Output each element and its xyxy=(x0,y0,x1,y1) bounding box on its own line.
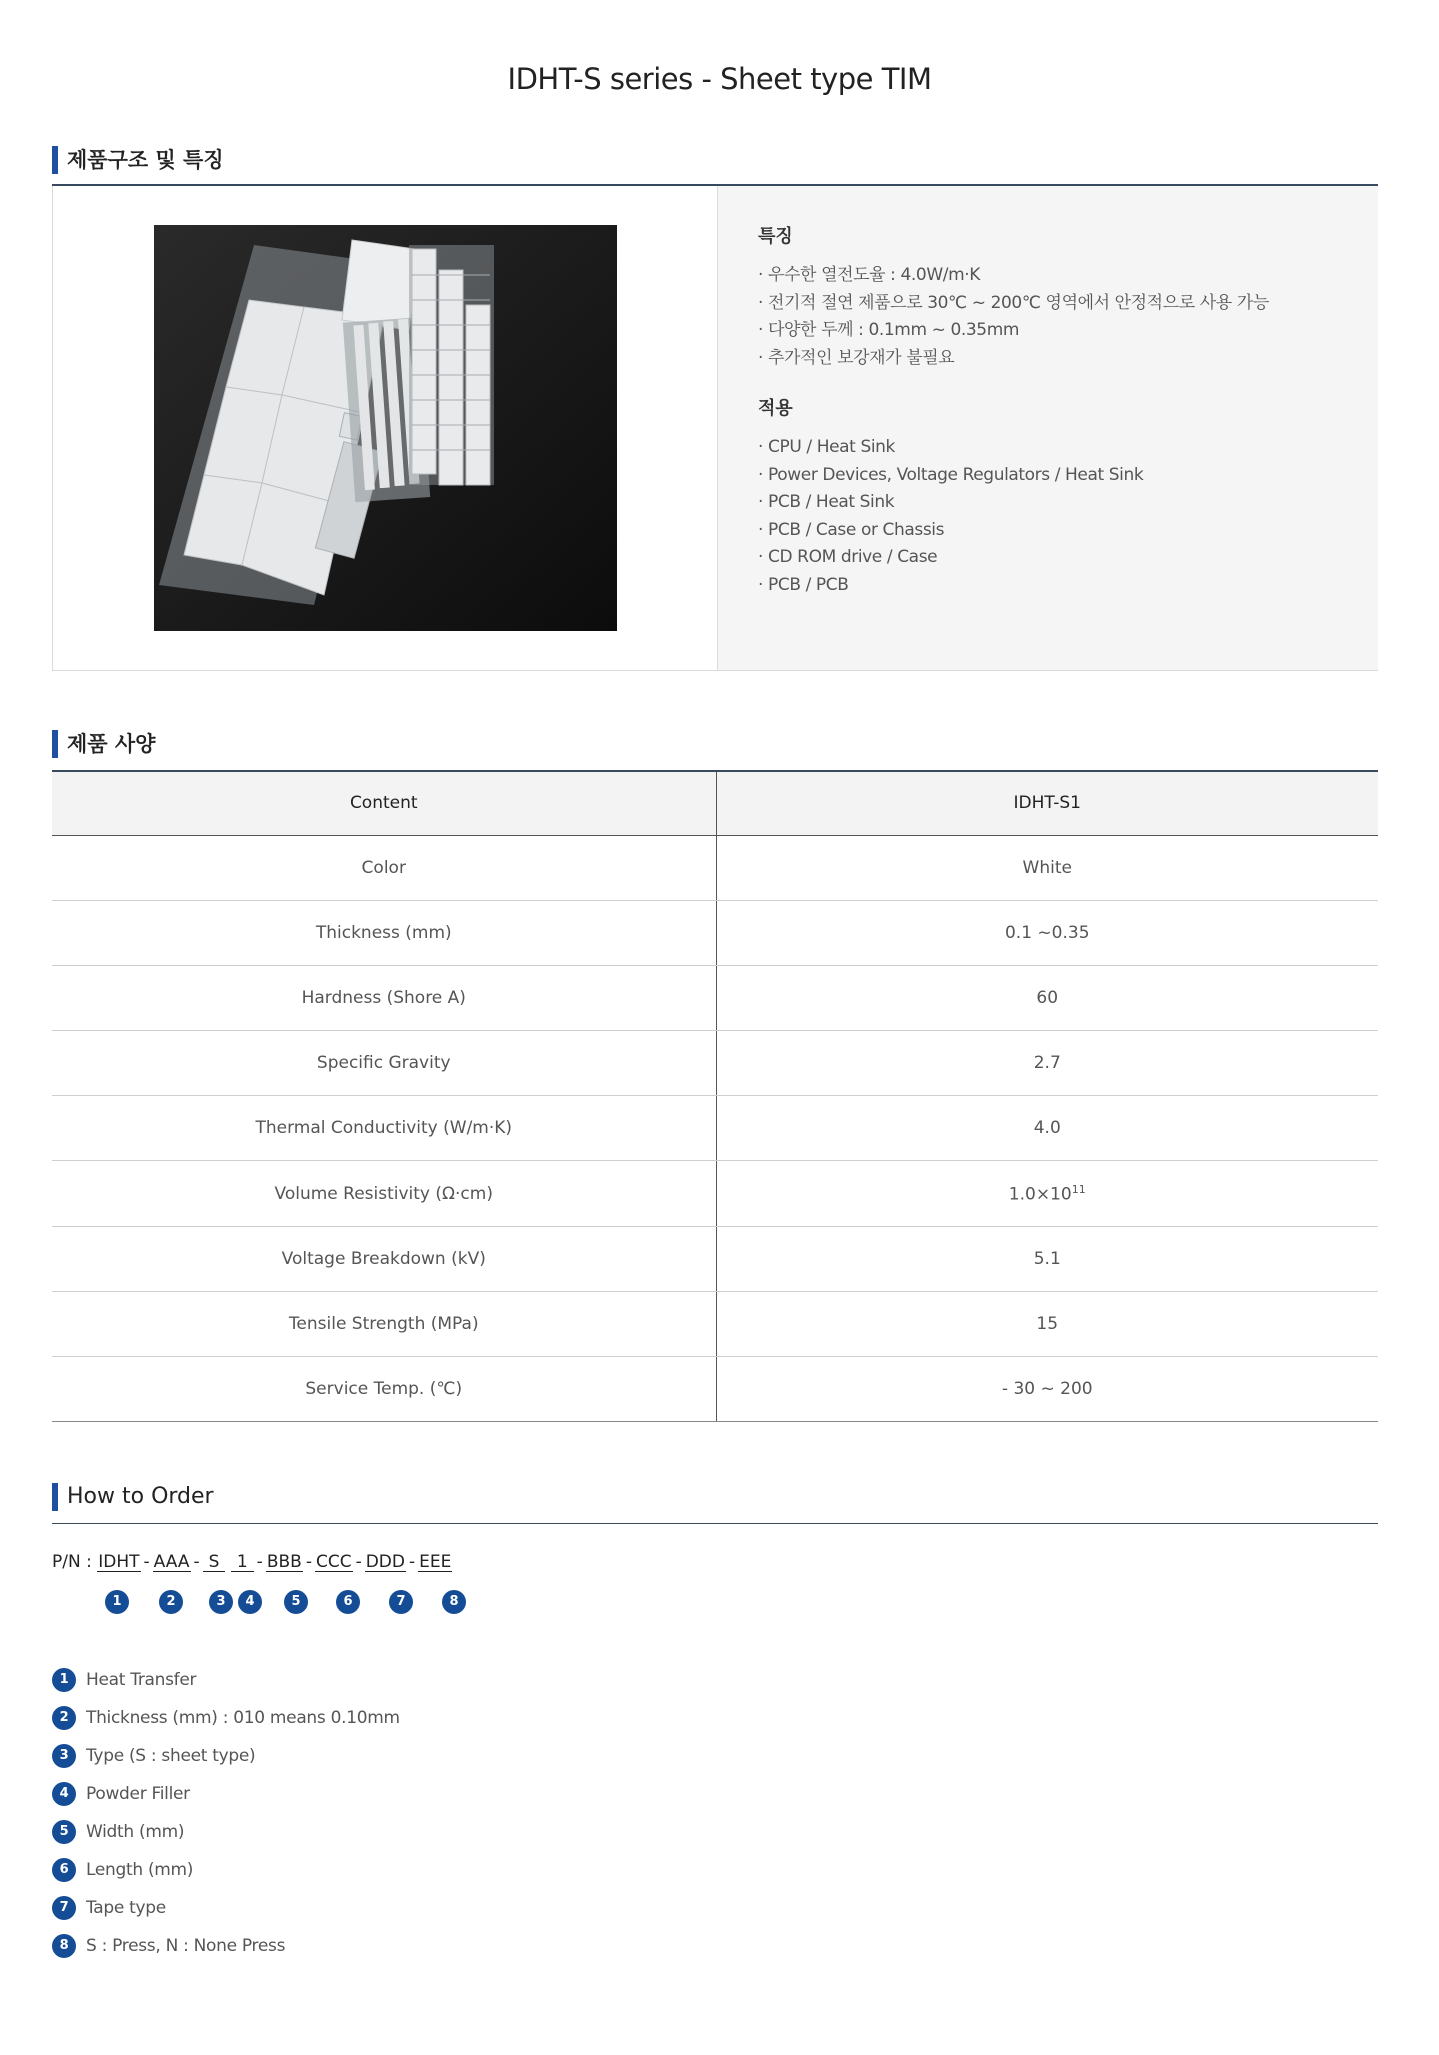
spec-value-base: 1.0×10 xyxy=(1008,1184,1072,1205)
part-number-prefix: P/N : xyxy=(52,1552,92,1572)
legend-badge: 1 xyxy=(52,1668,76,1692)
applications-heading: 적용 xyxy=(758,398,793,419)
pn-badge: 8 xyxy=(442,1590,466,1614)
pn-badge: 6 xyxy=(336,1590,360,1614)
features-list xyxy=(758,262,1378,372)
table-row xyxy=(52,965,1378,1030)
spec-value: 5.1 xyxy=(716,1226,1378,1291)
pn-segment: BBB xyxy=(266,1552,302,1572)
legend-badge: 5 xyxy=(52,1820,76,1844)
pn-badge: 1 xyxy=(105,1590,129,1614)
feature-item: · 다양한 두께 : 0.1mm ~ 0.35mm xyxy=(758,317,1378,345)
section-divider xyxy=(52,1523,1378,1524)
feature-item: · 추가적인 보강재가 불필요 xyxy=(758,345,1378,373)
legend-text: Type (S : sheet type) xyxy=(86,1746,256,1766)
legend-item xyxy=(52,1782,400,1820)
features-heading: 특징 xyxy=(758,226,793,247)
legend-badge: 3 xyxy=(52,1744,76,1768)
spec-label: Hardness (Shore A) xyxy=(52,965,716,1030)
spec-value: 2.7 xyxy=(716,1031,1378,1096)
table-row xyxy=(52,900,1378,965)
legend-item xyxy=(52,1820,400,1858)
pn-segment: CCC xyxy=(315,1552,352,1572)
application-item: · PCB / Heat Sink xyxy=(758,489,1378,517)
spec-label: Thickness (mm) xyxy=(52,900,716,965)
application-item: · PCB / Case or Chassis xyxy=(758,517,1378,545)
pn-segment: 1 xyxy=(231,1553,254,1572)
product-photo xyxy=(154,225,617,631)
spec-label: Volume Resistivity (Ω·cm) xyxy=(52,1161,716,1226)
feature-item: · 우수한 열전도율 : 4.0W/m·K xyxy=(758,262,1378,290)
legend-badge: 7 xyxy=(52,1896,76,1920)
legend-item xyxy=(52,1706,400,1744)
section-heading-spec: 제품 사양 xyxy=(52,730,155,758)
part-number-format: P/N : IDHT - AAA - S 1 - BBB - CCC - DDD - EEE xyxy=(52,1552,452,1572)
pn-segment: AAA xyxy=(153,1552,190,1572)
legend-item xyxy=(52,1858,400,1896)
pn-segment: DDD xyxy=(365,1552,405,1572)
column-header: IDHT-S1 xyxy=(716,771,1378,835)
table-row xyxy=(52,1096,1378,1161)
application-item: · PCB / PCB xyxy=(758,572,1378,600)
table-row xyxy=(52,1357,1378,1422)
feature-box xyxy=(52,186,1378,671)
legend-item xyxy=(52,1934,400,1972)
page-title: IDHT-S series - Sheet type TIM xyxy=(507,62,932,96)
spec-label: Voltage Breakdown (kV) xyxy=(52,1226,716,1291)
spec-label: Tensile Strength (MPa) xyxy=(52,1291,716,1356)
application-item: · CPU / Heat Sink xyxy=(758,434,1378,462)
legend-item xyxy=(52,1668,400,1706)
table-row xyxy=(52,1031,1378,1096)
pn-segment: EEE xyxy=(419,1552,452,1572)
legend-item xyxy=(52,1744,400,1782)
section-heading-structure: 제품구조 및 특징 xyxy=(52,146,224,174)
spec-value-exponent: 11 xyxy=(1071,1182,1086,1196)
legend-text: Tape type xyxy=(86,1898,166,1918)
spec-label: Specific Gravity xyxy=(52,1031,716,1096)
order-legend xyxy=(52,1668,400,1972)
application-item: · CD ROM drive / Case xyxy=(758,544,1378,572)
spec-value xyxy=(716,1161,1378,1226)
table-row xyxy=(52,1226,1378,1291)
legend-item xyxy=(52,1896,400,1934)
product-image-panel xyxy=(53,186,717,670)
legend-text: S : Press, N : None Press xyxy=(86,1936,286,1956)
spec-value: - 30 ~ 200 xyxy=(716,1357,1378,1422)
legend-badge: 6 xyxy=(52,1858,76,1882)
section-heading-order: How to Order xyxy=(52,1483,214,1511)
application-item: · Power Devices, Voltage Regulators / Heat Sink xyxy=(758,462,1378,490)
legend-badge: 4 xyxy=(52,1782,76,1806)
table-row xyxy=(52,835,1378,900)
legend-text: Heat Transfer xyxy=(86,1670,197,1690)
table-header-row xyxy=(52,771,1378,835)
spec-table xyxy=(52,770,1378,1422)
legend-text: Width (mm) xyxy=(86,1822,185,1842)
feature-item: · 전기적 절연 제품으로 30℃ ~ 200℃ 영역에서 안정적으로 사용 가능 xyxy=(758,290,1378,318)
legend-text: Thickness (mm) : 010 means 0.10mm xyxy=(86,1708,400,1728)
applications-list xyxy=(758,434,1378,599)
table-row xyxy=(52,1161,1378,1226)
pn-badge: 7 xyxy=(389,1590,413,1614)
spec-value: 0.1 ~0.35 xyxy=(716,900,1378,965)
spec-value: 4.0 xyxy=(716,1096,1378,1161)
pn-badge: 5 xyxy=(284,1590,308,1614)
pn-badge: 3 xyxy=(209,1590,233,1614)
pn-segment: S xyxy=(203,1553,226,1572)
spec-value: 60 xyxy=(716,965,1378,1030)
legend-text: Powder Filler xyxy=(86,1784,190,1804)
table-row xyxy=(52,1291,1378,1356)
legend-badge: 2 xyxy=(52,1706,76,1730)
pn-segment: IDHT xyxy=(98,1552,140,1572)
spec-label: Color xyxy=(52,835,716,900)
legend-badge: 8 xyxy=(52,1934,76,1958)
pn-badge: 4 xyxy=(238,1590,262,1614)
spec-value: White xyxy=(716,835,1378,900)
column-header: Content xyxy=(52,771,716,835)
spec-value: 15 xyxy=(716,1291,1378,1356)
spec-label: Service Temp. (℃) xyxy=(52,1357,716,1422)
pn-badge: 2 xyxy=(159,1590,183,1614)
feature-text-panel xyxy=(717,186,1378,670)
legend-text: Length (mm) xyxy=(86,1860,194,1880)
spec-label: Thermal Conductivity (W/m·K) xyxy=(52,1096,716,1161)
